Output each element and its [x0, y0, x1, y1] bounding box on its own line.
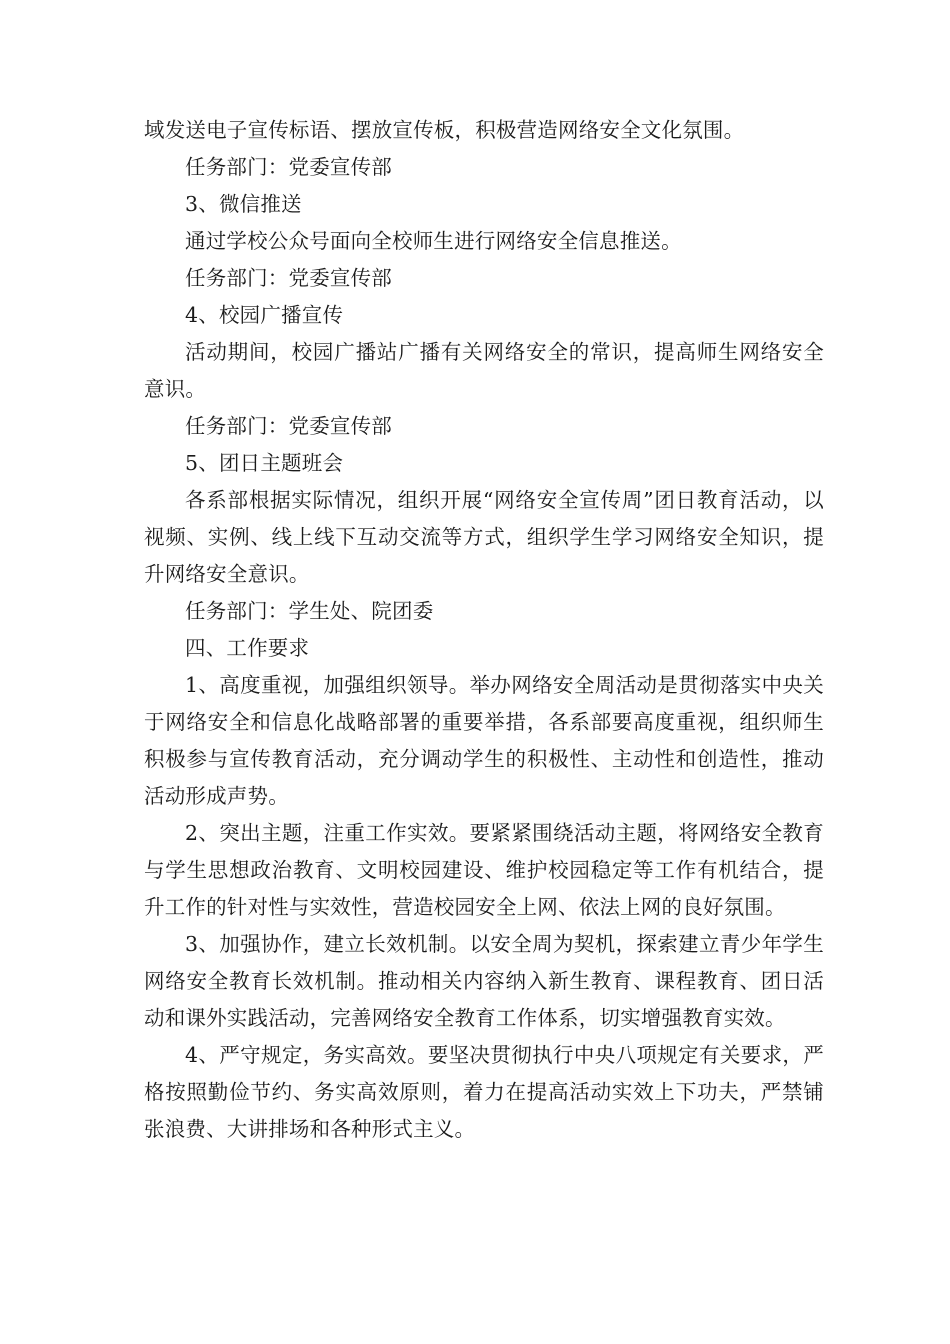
item-heading-wechat: 3、微信推送 — [185, 192, 302, 216]
paragraph-wechat: 通过学校公众号面向全校师生进行网络安全信息推送。 — [185, 229, 682, 253]
task-department-line: 任务部门：党委宣传部 — [185, 155, 392, 179]
paragraph-continuation: 域发送电子宣传标语、摆放宣传板，积极营造网络安全文化氛围。 — [144, 118, 745, 142]
paragraph-requirement-3: 3、加强协作，建立长效机制。以安全周为契机，探索建立青少年学生网络安全教育长效机制。推动相关内容纳入新生教育、课程教育、团日活动和课外实践活动，完善网络安全教育工作体系，切实增强教育实效。 — [144, 932, 824, 1030]
task-department-line: 任务部门：党委宣传部 — [185, 414, 392, 438]
paragraph-requirement-1: 1、高度重视，加强组织领导。举办网络安全周活动是贯彻落实中央关于网络安全和信息化战略部署的重要举措，各系部要高度重视，组织师生积极参与宣传教育活动，充分调动学生的积极性、主动性和创造性，推动活动形成声势。 — [144, 673, 824, 808]
paragraph-broadcast: 活动期间，校园广播站广播有关网络安全的常识，提高师生网络安全意识。 — [144, 340, 824, 401]
paragraph-requirement-2: 2、突出主题，注重工作实效。要紧紧围绕活动主题，将网络安全教育与学生思想政治教育、文明校园建设、维护校园稳定等工作有机结合，提升工作的针对性与实效性，营造校园安全上网、依法上网的良好氛围。 — [144, 821, 824, 919]
document-body — [144, 112, 824, 1148]
task-department-line: 任务部门：党委宣传部 — [185, 266, 392, 290]
task-department-line: 任务部门：学生处、院团委 — [185, 599, 434, 623]
paragraph-class-meeting: 各系部根据实际情况，组织开展“网络安全宣传周”团日教育活动，以视频、实例、线上线下互动交流等方式，组织学生学习网络安全知识，提升网络安全意识。 — [144, 488, 824, 586]
paragraph-requirement-4: 4、严守规定，务实高效。要坚决贯彻执行中央八项规定有关要求，严格按照勤俭节约、务实高效原则，着力在提高活动实效上下功夫，严禁铺张浪费、大讲排场和各种形式主义。 — [144, 1043, 824, 1141]
section-heading-requirements: 四、工作要求 — [185, 636, 310, 660]
item-heading-broadcast: 4、校园广播宣传 — [185, 303, 344, 327]
item-heading-class-meeting: 5、团日主题班会 — [185, 451, 344, 475]
